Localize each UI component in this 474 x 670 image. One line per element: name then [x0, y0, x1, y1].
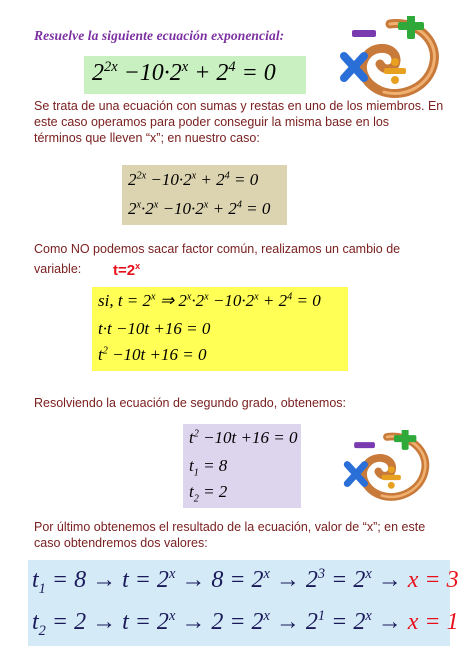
explanation-paragraph-4: Por último obtenemos el resultado de la ecuación, valor de “x”; en este caso obtendremos dos valores: — [34, 520, 426, 550]
explanation-paragraph-1: Se trata de una ecuación con sumas y restas en uno de los miembros. En este caso operamos para poder conseguir la misma base en los términos que lleven “x”; en nuestro caso: — [34, 99, 444, 145]
result-line-1: $t_1 = 8 \to t = 2^x \to 8 = 2^x \to 2^3 = 2^x \to x = 3$ — [32, 566, 459, 597]
solutions-box — [183, 424, 301, 508]
equation-line: $t^2 -10t +16 = 0$ — [98, 345, 207, 364]
page-title: Resuelve la siguiente ecuación exponencial: — [34, 28, 285, 43]
main-equation-box — [84, 56, 306, 94]
equation-line: t·t −10t +16 = 0 — [98, 319, 211, 338]
rewritten-equation-box — [122, 165, 287, 225]
equation-line: si, $t = 2^x$ ⇒ $2^x\cdot 2^x -10\cdot 2^x + 2^4 = 0$ — [98, 291, 321, 310]
math-operators-swirl-icon — [338, 16, 442, 104]
result-x-value-1: x = 3 — [407, 567, 459, 593]
explanation-paragraph-3: Resolviendo la ecuación de segundo grado, obtenemos: — [34, 396, 347, 410]
change-of-variable: $t=2^x$ — [113, 261, 141, 279]
math-operators-swirl-icon — [342, 430, 432, 506]
explanation-paragraph-2: Como NO podemos sacar factor común, realizamos un cambio de variable: — [34, 242, 401, 276]
equation-line: $2^{2x} -10\cdot 2^x + 2^4 = 0$ — [128, 170, 259, 189]
substitution-box — [92, 287, 348, 371]
solution-t2: $t_2 = 2$ — [189, 482, 228, 505]
result-line-2: $t_2 = 2 \to t = 2^x \to 2 = 2^x \to 2^1 = 2^x \to x = 1$ — [32, 608, 459, 639]
result-x-value-2: x = 1 — [407, 609, 459, 635]
solution-t1: $t_1 = 8$ — [189, 456, 228, 479]
main-equation: $2^{2x} -10\cdot 2^x + 2^4 = 0$ — [92, 59, 276, 86]
results-box — [28, 560, 459, 646]
equation-line: $2^x\cdot 2^x -10\cdot 2^x + 2^4 = 0$ — [128, 199, 271, 218]
equation-line: $t^2 -10t +16 = 0$ — [189, 428, 298, 447]
